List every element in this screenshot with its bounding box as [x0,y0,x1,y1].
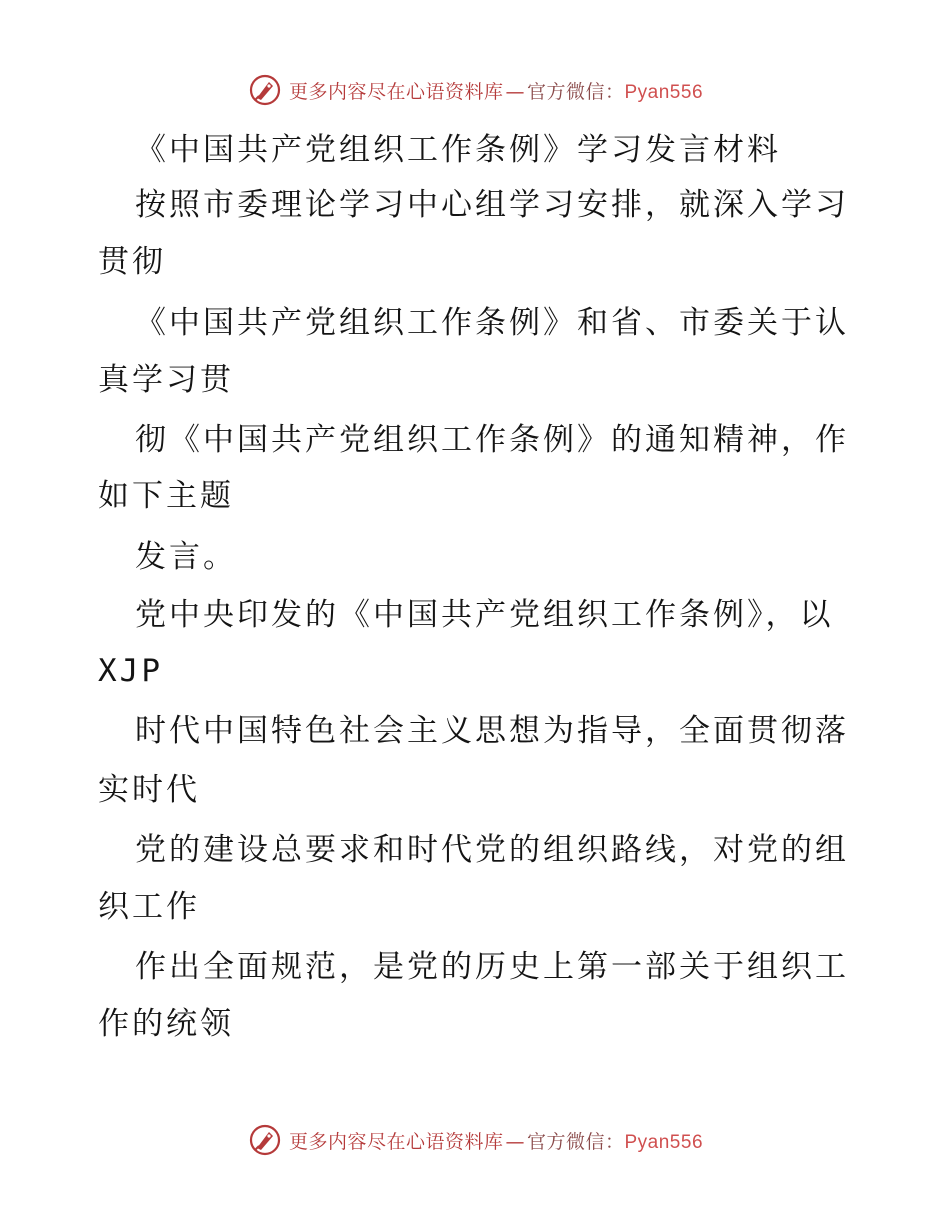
banner-separator: — [505,1130,525,1153]
paragraph-line: 《中国共产党组织工作条例》和省、市委关于认 [135,305,849,341]
paragraph-line: 实时代 [98,772,200,808]
document-title: 《中国共产党组织工作条例》学习发言材料 [135,132,781,168]
paragraph-line: 作出全面规范，是党的历史上第一部关于组织工 [135,949,849,985]
banner-wechat-id: Pyan556 [624,1131,704,1153]
paragraph-line: 按照市委理论学习中心组学习安排，就深入学习 [135,187,849,223]
paragraph-line: 贯彻 [98,244,166,280]
paragraph-line: 党的建设总要求和时代党的组织路线，对党的组 [135,832,849,868]
banner-wechat-label: 官方微信： [526,1130,625,1153]
banner-main-text: 更多内容尽在心语资料库 [288,80,504,103]
paragraph-line: 发言。 [135,539,237,575]
pen-nib-logo-icon [247,72,283,108]
paragraph-line: 党中央印发的《中国共产党组织工作条例》，以 [135,597,834,633]
paragraph-line: 织工作 [98,889,200,925]
pen-nib-logo-icon [247,1122,283,1158]
paragraph-line: 如下主题 [98,478,234,514]
banner-separator: — [505,80,525,103]
banner-wechat-id: Pyan556 [624,81,704,103]
banner-text [289,77,703,104]
banner-wechat-label: 官方微信： [526,80,625,103]
paragraph-line: 作的统领 [98,1006,234,1042]
banner-text [289,1127,703,1154]
paragraph-line: 真学习贯 [98,362,234,398]
paragraph-line: XJP [98,653,163,689]
header-banner [0,70,950,110]
footer-banner [0,1120,950,1160]
paragraph-line: 时代中国特色社会主义思想为指导，全面贯彻落 [135,713,849,749]
banner-main-text: 更多内容尽在心语资料库 [288,1130,504,1153]
paragraph-line: 彻《中国共产党组织工作条例》的通知精神，作 [135,422,849,458]
